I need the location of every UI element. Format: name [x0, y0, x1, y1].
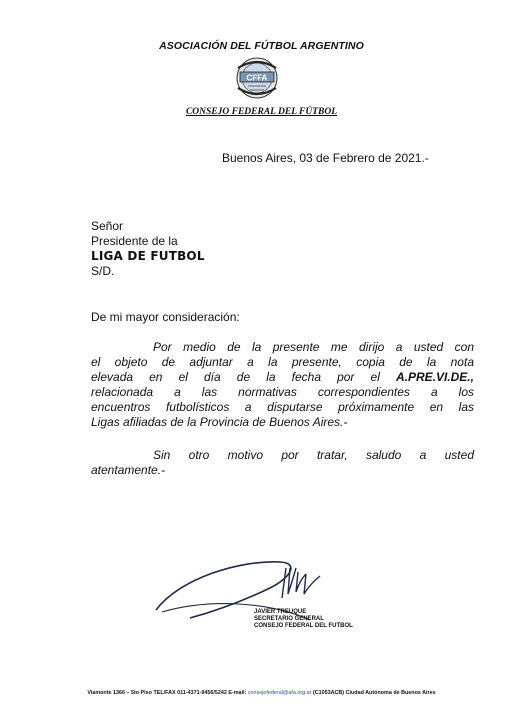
para1-line-3a: elevada en el día de la fecha por el — [91, 370, 380, 384]
para1-line-6: Ligas afiliadas de la Provincia de Buenos Aires.- — [91, 415, 348, 429]
aprevide-label: A.PRE.VI.DE., — [395, 370, 474, 384]
signature-icon — [150, 538, 350, 648]
para1-line-1: Por medio de la presente me dirijo a usted con — [153, 340, 474, 354]
footer — [0, 690, 523, 696]
recipient-line-3: LIGA DE FUTBOL — [91, 249, 205, 263]
org-title: ASOCIACIÓN DEL FÚTBOL ARGENTINO — [159, 40, 364, 52]
para1-line-2: el objeto de adjuntar a la presente, copia de la nota — [91, 355, 474, 369]
para2-line-1: Sin otro motivo por tratar, saludo a usted — [153, 448, 474, 462]
recipient-line-1: Señor — [91, 219, 124, 233]
para2-line-2: atentamente.- — [91, 463, 166, 477]
logo-text: CFFA — [246, 73, 268, 83]
paragraph-1 — [91, 340, 474, 430]
footer-rest: (C1053ACB) Ciudad Autónoma de Buenos Aires — [311, 690, 436, 696]
cffa-logo-icon — [228, 54, 286, 102]
recipient-line-2: Presidente de la — [91, 234, 178, 248]
footer-email[interactable]: consejofederal@afa.org.ar — [247, 690, 312, 696]
date-line: Buenos Aires, 03 de Febrero de 2021.- — [222, 151, 429, 165]
greeting: De mi mayor consideración: — [91, 310, 240, 324]
para1-line-5: encuentros futbolísticos a disputarse próximamente en las — [91, 400, 474, 414]
para1-line-3 — [91, 370, 474, 385]
footer-address: Viamonte 1366 – 5to Piso TEL/FAX 011-4371-9456/5242 E-mail: — [87, 690, 248, 696]
paragraph-2 — [91, 448, 474, 478]
signatory-name: JAVIER TREUQUE — [254, 609, 307, 615]
para1-line-4: relacionada a las normativas correspondientes a los — [91, 385, 474, 399]
council-title: CONSEJO FEDERAL DEL FÚTBOL — [185, 107, 338, 117]
signatory-title: SECRETARIO GENERAL — [254, 616, 324, 622]
recipient-line-4: S/D. — [91, 264, 115, 278]
signatory-dept: CONSEJO FEDERAL DEL FUTBOL — [254, 623, 353, 629]
signatory-block — [254, 609, 353, 630]
